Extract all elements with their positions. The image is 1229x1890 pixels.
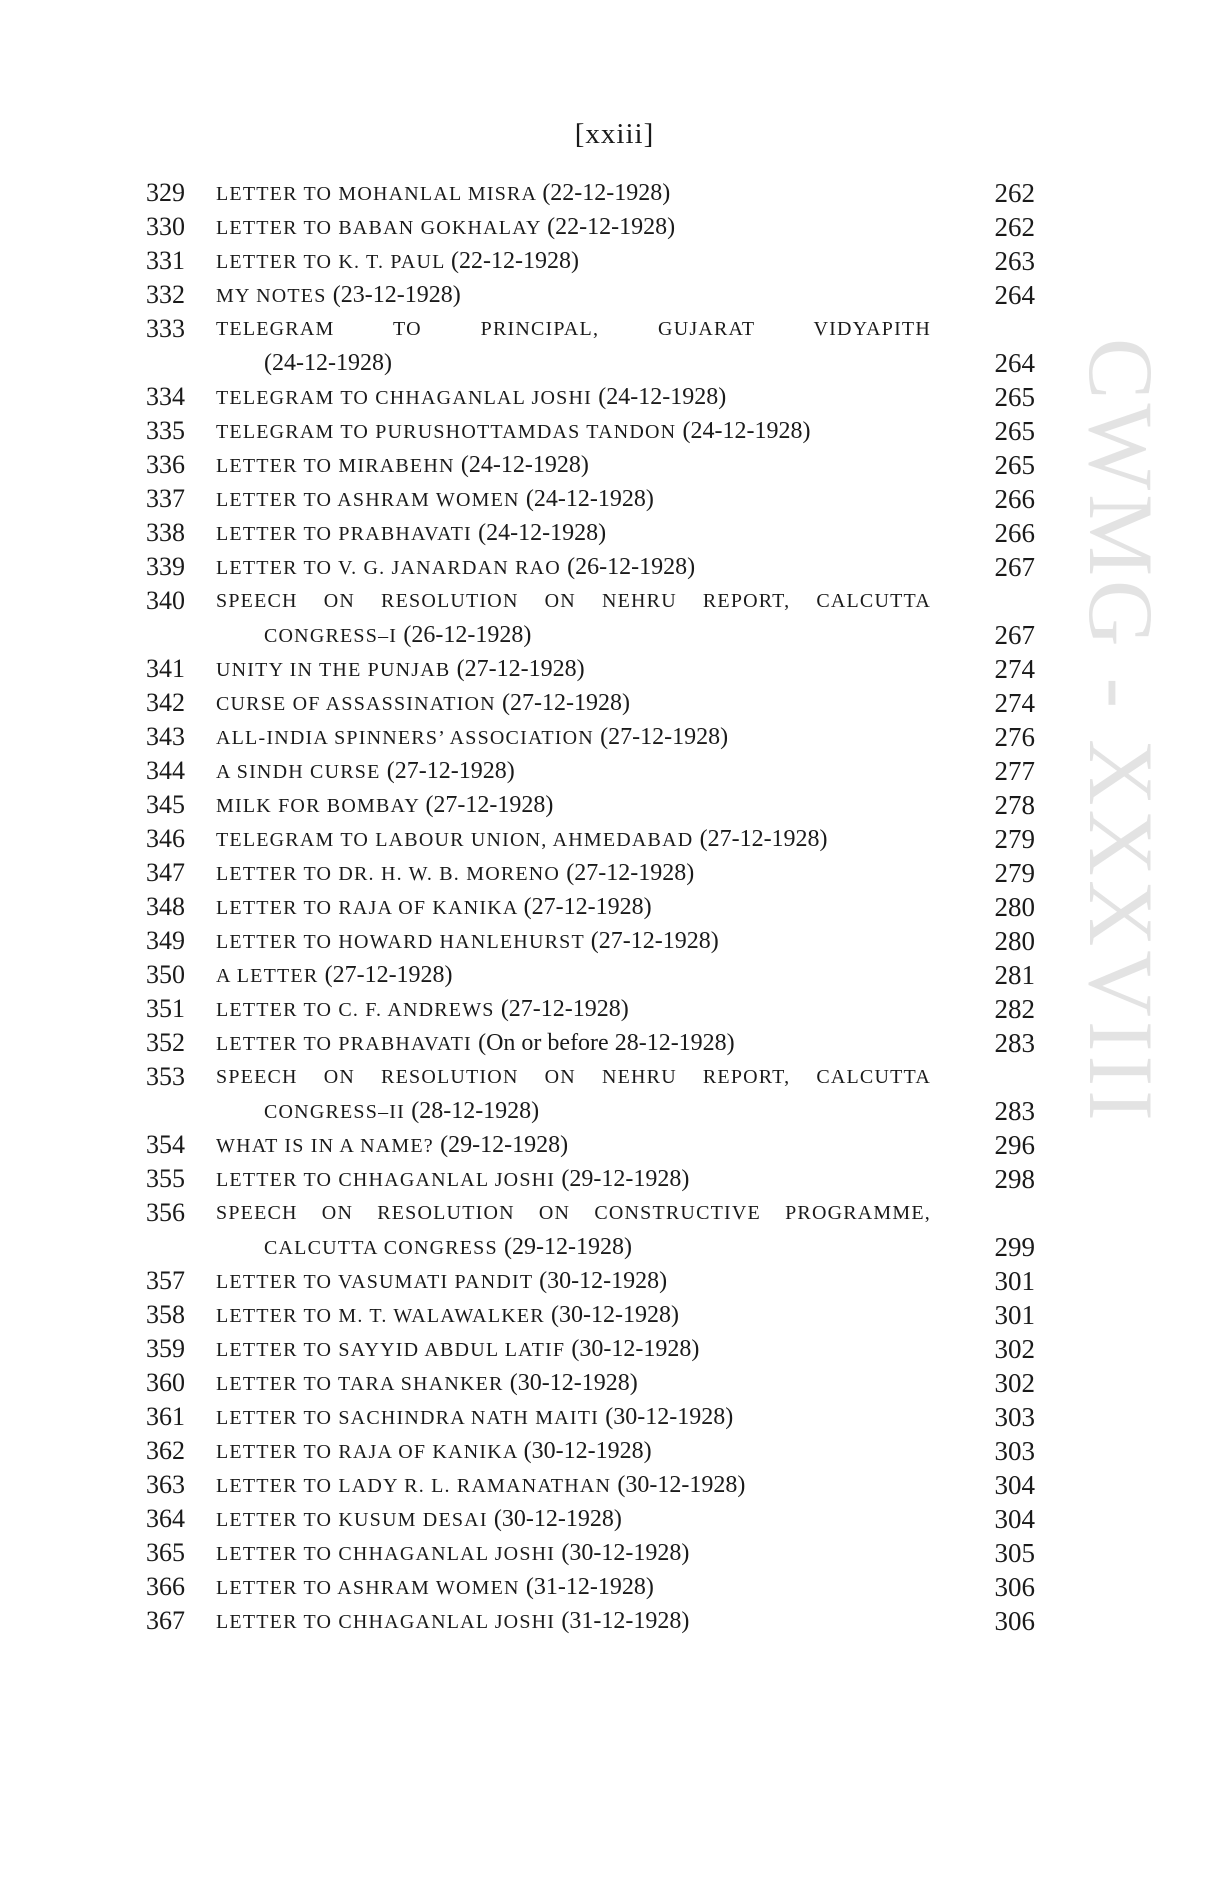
entry-continuation-line bbox=[216, 1094, 931, 1128]
toc-entry bbox=[146, 1060, 1035, 1128]
entry-title: LETTER TO MIRABEHN bbox=[216, 455, 455, 477]
entry-date: (27-12-1928) bbox=[590, 928, 719, 954]
entry-title-line bbox=[216, 1060, 931, 1094]
entry-date: (22-12-1928) bbox=[451, 248, 579, 274]
toc-entry bbox=[146, 1298, 1035, 1332]
toc-entry bbox=[146, 652, 1035, 686]
entry-title-block bbox=[216, 278, 931, 312]
toc-entry bbox=[146, 1366, 1035, 1400]
toc-entry bbox=[146, 414, 1035, 448]
entry-page-number: 277 bbox=[994, 756, 1035, 786]
entry-title-line bbox=[216, 1366, 931, 1400]
entry-title: LETTER TO PRABHAVATI bbox=[216, 523, 472, 545]
entry-number: 330 bbox=[146, 212, 185, 241]
entry-title-block bbox=[216, 1026, 931, 1060]
entry-title-block bbox=[216, 652, 931, 686]
entry-title: LETTER TO V. G. JANARDAN RAO bbox=[216, 557, 561, 579]
toc-entry bbox=[146, 1196, 1035, 1264]
entry-title-block bbox=[216, 1366, 931, 1400]
entry-number: 338 bbox=[146, 518, 185, 547]
entry-title: TELEGRAM TO PURUSHOTTAMDAS TANDON bbox=[216, 421, 677, 443]
entry-date: (27-12-1928) bbox=[324, 962, 453, 988]
entry-date: (30-12-1928) bbox=[539, 1268, 668, 1294]
entry-page-number: 298 bbox=[994, 1164, 1035, 1194]
entry-title-line bbox=[216, 516, 931, 550]
entry-title: LETTER TO SACHINDRA NATH MAITI bbox=[216, 1407, 600, 1429]
entry-title-block bbox=[216, 1604, 931, 1638]
entry-title: LETTER TO LADY R. L. RAMANATHAN bbox=[216, 1475, 612, 1497]
entry-title-block bbox=[216, 482, 931, 516]
entry-number: 340 bbox=[146, 586, 185, 615]
entry-title-line bbox=[216, 1162, 931, 1196]
entry-title-line bbox=[216, 958, 931, 992]
entry-number: 332 bbox=[146, 280, 185, 309]
entry-number: 333 bbox=[146, 314, 185, 343]
entry-title-block bbox=[216, 380, 931, 414]
entry-number: 356 bbox=[146, 1198, 185, 1227]
entry-page-number: 279 bbox=[994, 824, 1035, 854]
toc-entry bbox=[146, 924, 1035, 958]
entry-page-number: 265 bbox=[994, 450, 1035, 480]
entry-page-number: 265 bbox=[994, 416, 1035, 446]
entry-number: 349 bbox=[146, 926, 185, 955]
toc-entry bbox=[146, 312, 1035, 380]
entry-number: 331 bbox=[146, 246, 185, 275]
entry-title-line bbox=[216, 584, 931, 618]
entry-title-line bbox=[216, 856, 931, 890]
entry-title-line bbox=[216, 244, 931, 278]
entry-title-block bbox=[216, 686, 931, 720]
entry-page-number: 279 bbox=[994, 858, 1035, 888]
entry-date: (22-12-1928) bbox=[547, 214, 676, 240]
entry-continuation-line bbox=[216, 346, 931, 380]
toc-entry bbox=[146, 1468, 1035, 1502]
page-number: [xxiii] bbox=[574, 118, 655, 150]
entry-page-number: 267 bbox=[994, 620, 1035, 650]
entry-number: 365 bbox=[146, 1538, 185, 1567]
entry-page-number: 301 bbox=[994, 1300, 1035, 1330]
entry-title-continuation: CONGRESS–I bbox=[264, 625, 398, 647]
entry-title-line bbox=[216, 550, 931, 584]
entry-page-number: 280 bbox=[994, 892, 1035, 922]
entry-continuation-line bbox=[216, 618, 931, 652]
entry-number: 367 bbox=[146, 1606, 185, 1635]
entry-date: (24-12-1928) bbox=[525, 486, 654, 512]
entry-number: 364 bbox=[146, 1504, 185, 1533]
watermark: CWMG - XXXVIII bbox=[1070, 338, 1172, 1125]
entry-title-block bbox=[216, 176, 931, 210]
entry-date: (27-12-1928) bbox=[600, 724, 729, 750]
entry-number: 355 bbox=[146, 1164, 185, 1193]
entry-title-line bbox=[216, 210, 931, 244]
toc-entry bbox=[146, 1026, 1035, 1060]
entry-page-number: 264 bbox=[994, 348, 1035, 378]
entry-number: 350 bbox=[146, 960, 185, 989]
entry-page-number: 303 bbox=[994, 1436, 1035, 1466]
entry-page-number: 278 bbox=[994, 790, 1035, 820]
entry-date: (24-12-1928) bbox=[460, 452, 589, 478]
entry-number: 362 bbox=[146, 1436, 185, 1465]
entry-title-line bbox=[216, 1298, 931, 1332]
entry-title-line bbox=[216, 1604, 931, 1638]
entry-title-block bbox=[216, 312, 931, 380]
toc-entry bbox=[146, 890, 1035, 924]
entry-title-block bbox=[216, 754, 931, 788]
toc-entry bbox=[146, 244, 1035, 278]
entry-title-block bbox=[216, 1502, 931, 1536]
toc-entry bbox=[146, 1400, 1035, 1434]
entry-page-number: 282 bbox=[994, 994, 1035, 1024]
entry-title: A SINDH CURSE bbox=[216, 761, 381, 783]
entry-date: (22-12-1928) bbox=[542, 180, 671, 206]
entry-title-line bbox=[216, 992, 931, 1026]
entry-title-line bbox=[216, 414, 931, 448]
entry-date: (30-12-1928) bbox=[523, 1438, 652, 1464]
entry-title: LETTER TO M. T. WALAWALKER bbox=[216, 1305, 545, 1327]
entry-number: 348 bbox=[146, 892, 185, 921]
entry-date: (27-12-1928) bbox=[456, 656, 585, 682]
entry-title: SPEECH ON RESOLUTION ON NEHRU REPORT, CALCUTTA bbox=[216, 590, 931, 612]
entry-title-block bbox=[216, 1536, 931, 1570]
entry-number: 359 bbox=[146, 1334, 185, 1363]
entry-title: LETTER TO HOWARD HANLEHURST bbox=[216, 931, 585, 953]
toc-entry bbox=[146, 516, 1035, 550]
entry-title: LETTER TO C. F. ANDREWS bbox=[216, 999, 495, 1021]
entry-page-number: 283 bbox=[994, 1028, 1035, 1058]
entry-date: (30-12-1928) bbox=[605, 1404, 734, 1430]
toc-entry bbox=[146, 380, 1035, 414]
entry-title-block bbox=[216, 448, 931, 482]
entry-number: 347 bbox=[146, 858, 185, 887]
entry-date: (27-12-1928) bbox=[500, 996, 629, 1022]
toc-entry bbox=[146, 1536, 1035, 1570]
entry-page-number: 276 bbox=[994, 722, 1035, 752]
entry-page-number: 262 bbox=[994, 212, 1035, 242]
entry-number: 363 bbox=[146, 1470, 185, 1499]
entry-page-number: 274 bbox=[994, 654, 1035, 684]
entry-number: 352 bbox=[146, 1028, 185, 1057]
entry-title: SPEECH ON RESOLUTION ON NEHRU REPORT, CALCUTTA bbox=[216, 1066, 931, 1088]
entry-number: 354 bbox=[146, 1130, 185, 1159]
entry-title-block bbox=[216, 822, 931, 856]
entry-title: LETTER TO RAJA OF KANIKA bbox=[216, 897, 518, 919]
entry-title-block bbox=[216, 584, 931, 652]
entry-title: SPEECH ON RESOLUTION ON CONSTRUCTIVE PROGRAMME, bbox=[216, 1202, 931, 1224]
toc-entry bbox=[146, 754, 1035, 788]
entry-title-continuation: CONGRESS–II bbox=[264, 1101, 405, 1123]
entry-title-line bbox=[216, 1400, 931, 1434]
entry-date: (27-12-1928) bbox=[699, 826, 828, 852]
toc-entry bbox=[146, 550, 1035, 584]
entry-title: LETTER TO BABAN GOKHALAY bbox=[216, 217, 541, 239]
entry-number: 361 bbox=[146, 1402, 185, 1431]
entry-title-line bbox=[216, 890, 931, 924]
entry-number: 343 bbox=[146, 722, 185, 751]
entry-date: (27-12-1928) bbox=[502, 690, 630, 716]
entry-title-line bbox=[216, 1264, 931, 1298]
entry-title-block bbox=[216, 1468, 931, 1502]
entry-date: (30-12-1928) bbox=[551, 1302, 680, 1328]
entry-continuation-line bbox=[216, 1230, 931, 1264]
entry-title-line bbox=[216, 1332, 931, 1366]
entry-title: WHAT IS IN A NAME? bbox=[216, 1135, 434, 1157]
entry-date: (27-12-1928) bbox=[523, 894, 652, 920]
entry-title: UNITY IN THE PUNJAB bbox=[216, 659, 451, 681]
entry-date: (27-12-1928) bbox=[425, 792, 554, 818]
entry-title-block bbox=[216, 550, 931, 584]
entry-title: LETTER TO TARA SHANKER bbox=[216, 1373, 504, 1395]
entry-number: 336 bbox=[146, 450, 185, 479]
entry-date: (30-12-1928) bbox=[509, 1370, 638, 1396]
entry-date: (27-12-1928) bbox=[386, 758, 515, 784]
toc-entry bbox=[146, 1264, 1035, 1298]
entry-page-number: 281 bbox=[994, 960, 1035, 990]
entry-date: (24-12-1928) bbox=[478, 520, 607, 546]
entry-page-number: 296 bbox=[994, 1130, 1035, 1160]
entry-date: (29-12-1928) bbox=[440, 1132, 569, 1158]
entry-page-number: 306 bbox=[994, 1606, 1035, 1636]
entry-title: MILK FOR BOMBAY bbox=[216, 795, 420, 817]
toc-entry bbox=[146, 1604, 1035, 1638]
entry-title-line bbox=[216, 380, 931, 414]
entry-page-number: 305 bbox=[994, 1538, 1035, 1568]
entry-title-block bbox=[216, 890, 931, 924]
entry-date: (On or before 28-12-1928) bbox=[478, 1030, 735, 1056]
entry-title-line bbox=[216, 278, 931, 312]
entry-title-block bbox=[216, 1332, 931, 1366]
entry-number: 351 bbox=[146, 994, 185, 1023]
entry-number: 335 bbox=[146, 416, 185, 445]
entry-page-number: 280 bbox=[994, 926, 1035, 956]
entry-date: (24-12-1928) bbox=[598, 384, 727, 410]
entry-number: 353 bbox=[146, 1062, 185, 1091]
entry-title-line bbox=[216, 754, 931, 788]
toc-entry bbox=[146, 686, 1035, 720]
entry-page-number: 267 bbox=[994, 552, 1035, 582]
entry-title-block bbox=[216, 414, 931, 448]
entry-page-number: 302 bbox=[994, 1368, 1035, 1398]
entry-title: ALL-INDIA SPINNERS’ ASSOCIATION bbox=[216, 727, 594, 749]
entry-number: 345 bbox=[146, 790, 185, 819]
entry-title-block bbox=[216, 1434, 931, 1468]
entry-date: (29-12-1928) bbox=[504, 1234, 632, 1260]
entry-page-number: 283 bbox=[994, 1096, 1035, 1126]
entry-number: 342 bbox=[146, 688, 185, 717]
entry-title: LETTER TO RAJA OF KANIKA bbox=[216, 1441, 518, 1463]
entry-title-block bbox=[216, 856, 931, 890]
entry-page-number: 262 bbox=[994, 178, 1035, 208]
entry-number: 339 bbox=[146, 552, 185, 581]
entry-page-number: 274 bbox=[994, 688, 1035, 718]
entry-number: 344 bbox=[146, 756, 185, 785]
entry-number: 341 bbox=[146, 654, 185, 683]
entry-title: LETTER TO KUSUM DESAI bbox=[216, 1509, 488, 1531]
entry-title-block bbox=[216, 1128, 931, 1162]
entry-date: (31-12-1928) bbox=[561, 1608, 690, 1634]
toc-entry bbox=[146, 856, 1035, 890]
entry-title: LETTER TO CHHAGANLAL JOSHI bbox=[216, 1543, 556, 1565]
entry-date: (30-12-1928) bbox=[571, 1336, 700, 1362]
entry-title-line bbox=[216, 720, 931, 754]
entry-title-block bbox=[216, 924, 931, 958]
entry-page-number: 301 bbox=[994, 1266, 1035, 1296]
entry-title-block bbox=[216, 1264, 931, 1298]
entry-page-number: 306 bbox=[994, 1572, 1035, 1602]
entry-page-number: 266 bbox=[994, 484, 1035, 514]
entry-title: TELEGRAM TO LABOUR UNION, AHMEDABAD bbox=[216, 829, 694, 851]
entry-title: LETTER TO CHHAGANLAL JOSHI bbox=[216, 1169, 556, 1191]
toc-entry bbox=[146, 720, 1035, 754]
entry-page-number: 266 bbox=[994, 518, 1035, 548]
entry-date: (24-12-1928) bbox=[264, 350, 392, 376]
entry-title-continuation: CALCUTTA CONGRESS bbox=[264, 1237, 498, 1259]
entry-title: LETTER TO VASUMATI PANDIT bbox=[216, 1271, 533, 1293]
toc-entry bbox=[146, 210, 1035, 244]
entry-title: LETTER TO CHHAGANLAL JOSHI bbox=[216, 1611, 556, 1633]
entry-title-line bbox=[216, 788, 931, 822]
entry-title: MY NOTES bbox=[216, 285, 327, 307]
entry-title-block bbox=[216, 516, 931, 550]
entry-title: LETTER TO MOHANLAL MISRA bbox=[216, 183, 537, 205]
entry-number: 366 bbox=[146, 1572, 185, 1601]
toc-entry bbox=[146, 1162, 1035, 1196]
toc-entry bbox=[146, 176, 1035, 210]
entry-date: (30-12-1928) bbox=[493, 1506, 622, 1532]
entry-title: LETTER TO SAYYID ABDUL LATIF bbox=[216, 1339, 566, 1361]
entry-title-line bbox=[216, 822, 931, 856]
toc-entry bbox=[146, 992, 1035, 1026]
entry-title-line bbox=[216, 312, 931, 346]
entry-title-block bbox=[216, 992, 931, 1026]
entry-title-line bbox=[216, 652, 931, 686]
entry-date: (29-12-1928) bbox=[561, 1166, 690, 1192]
entry-page-number: 304 bbox=[994, 1470, 1035, 1500]
entry-page-number: 263 bbox=[994, 246, 1035, 276]
entry-title: CURSE OF ASSASSINATION bbox=[216, 693, 496, 715]
entry-title-block bbox=[216, 720, 931, 754]
toc-entry bbox=[146, 448, 1035, 482]
entry-date: (23-12-1928) bbox=[332, 282, 461, 308]
entry-number: 357 bbox=[146, 1266, 185, 1295]
entry-date: (30-12-1928) bbox=[617, 1472, 746, 1498]
entry-title-line bbox=[216, 1434, 931, 1468]
entry-page-number: 265 bbox=[994, 382, 1035, 412]
toc-entry bbox=[146, 482, 1035, 516]
entry-title: TELEGRAM TO PRINCIPAL, GUJARAT VIDYAPITH bbox=[216, 318, 931, 340]
entry-title-block bbox=[216, 788, 931, 822]
toc-entry bbox=[146, 1434, 1035, 1468]
entry-title: LETTER TO K. T. PAUL bbox=[216, 251, 445, 273]
entry-title-block bbox=[216, 958, 931, 992]
entry-title-block bbox=[216, 244, 931, 278]
entry-title-block bbox=[216, 210, 931, 244]
entry-page-number: 299 bbox=[994, 1232, 1035, 1262]
entry-page-number: 302 bbox=[994, 1334, 1035, 1364]
entry-title: LETTER TO ASHRAM WOMEN bbox=[216, 489, 520, 511]
entry-date: (30-12-1928) bbox=[561, 1540, 690, 1566]
entry-page-number: 304 bbox=[994, 1504, 1035, 1534]
entry-number: 337 bbox=[146, 484, 185, 513]
entry-title-line bbox=[216, 686, 931, 720]
entry-title-line bbox=[216, 176, 931, 210]
toc-entry bbox=[146, 1570, 1035, 1604]
entry-number: 334 bbox=[146, 382, 185, 411]
entry-page-number: 303 bbox=[994, 1402, 1035, 1432]
entry-page-number: 264 bbox=[994, 280, 1035, 310]
entry-title-line bbox=[216, 1502, 931, 1536]
entry-number: 346 bbox=[146, 824, 185, 853]
entry-title-line bbox=[216, 1570, 931, 1604]
entry-number: 358 bbox=[146, 1300, 185, 1329]
table-of-contents bbox=[146, 176, 1035, 1638]
entry-title-block bbox=[216, 1196, 931, 1264]
entry-title-line bbox=[216, 482, 931, 516]
entry-date: (24-12-1928) bbox=[682, 418, 811, 444]
entry-title: LETTER TO ASHRAM WOMEN bbox=[216, 1577, 520, 1599]
entry-title-line bbox=[216, 1128, 931, 1162]
entry-date: (26-12-1928) bbox=[403, 622, 532, 648]
entry-title-line bbox=[216, 1196, 931, 1230]
entry-title: TELEGRAM TO CHHAGANLAL JOSHI bbox=[216, 387, 593, 409]
toc-entry bbox=[146, 1128, 1035, 1162]
entry-title-block bbox=[216, 1570, 931, 1604]
entry-title: A LETTER bbox=[216, 965, 319, 987]
toc-entry bbox=[146, 278, 1035, 312]
entry-title-block bbox=[216, 1060, 931, 1128]
entry-number: 360 bbox=[146, 1368, 185, 1397]
entry-title-block bbox=[216, 1162, 931, 1196]
entry-date: (26-12-1928) bbox=[567, 554, 696, 580]
toc-entry bbox=[146, 788, 1035, 822]
entry-date: (31-12-1928) bbox=[525, 1574, 654, 1600]
entry-title-line bbox=[216, 1468, 931, 1502]
entry-title-line bbox=[216, 1026, 931, 1060]
entry-title: LETTER TO PRABHAVATI bbox=[216, 1033, 472, 1055]
toc-entry bbox=[146, 1332, 1035, 1366]
entry-title-block bbox=[216, 1298, 931, 1332]
entry-title: LETTER TO DR. H. W. B. MORENO bbox=[216, 863, 561, 885]
toc-entry bbox=[146, 584, 1035, 652]
entry-title-line bbox=[216, 924, 931, 958]
entry-title-block bbox=[216, 1400, 931, 1434]
entry-title-line bbox=[216, 448, 931, 482]
toc-entry bbox=[146, 1502, 1035, 1536]
entry-date: (28-12-1928) bbox=[411, 1098, 540, 1124]
entry-title-line bbox=[216, 1536, 931, 1570]
toc-entry bbox=[146, 958, 1035, 992]
entry-number: 329 bbox=[146, 178, 185, 207]
entry-date: (27-12-1928) bbox=[566, 860, 695, 886]
toc-entry bbox=[146, 822, 1035, 856]
